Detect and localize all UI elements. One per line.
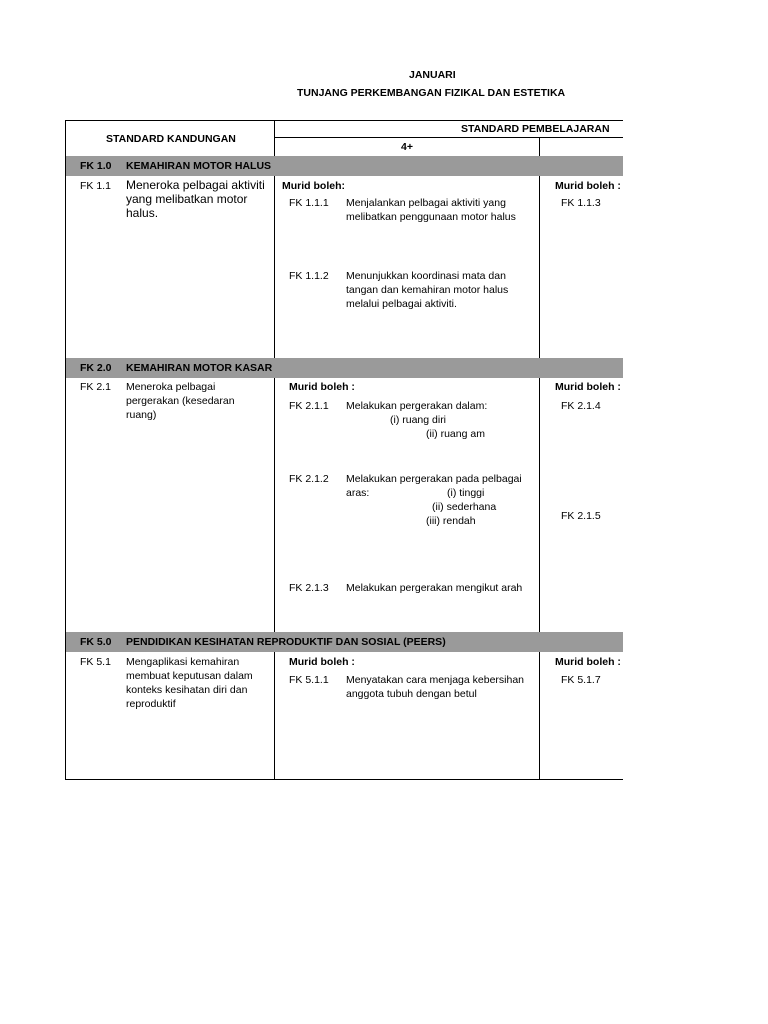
page-month-title: JANUARI <box>409 69 456 81</box>
right-code-fk517: FK 5.1.7 <box>561 674 601 686</box>
section-code-fk2: FK 2.0 <box>80 362 112 374</box>
murid-boleh-fk5: Murid boleh : <box>289 656 355 668</box>
item-code-fk213: FK 2.1.3 <box>289 582 329 594</box>
right-code-fk214: FK 2.1.4 <box>561 400 601 412</box>
item-text-fk111: Menjalankan pelbagai aktiviti yang melibatkan penggunaan motor halus <box>346 197 516 223</box>
murid-boleh-fk1: Murid boleh: <box>282 180 345 192</box>
item-code-fk112: FK 1.1.2 <box>289 270 329 282</box>
right-code-fk113: FK 1.1.3 <box>561 197 601 209</box>
age-header: 4+ <box>401 141 413 153</box>
section-title-fk2: KEMAHIRAN MOTOR KASAR <box>126 362 273 374</box>
item-code-fk511: FK 5.1.1 <box>289 674 329 686</box>
section-title-fk1: KEMAHIRAN MOTOR HALUS <box>126 160 272 172</box>
item-sub-rendah: (iii) rendah <box>426 515 476 527</box>
item-text2-fk212: aras: <box>346 487 370 499</box>
murid-boleh-right-fk5: Murid boleh : <box>555 656 621 668</box>
table-col-divider-1d <box>274 652 275 780</box>
murid-boleh-fk2: Murid boleh : <box>289 381 355 393</box>
standard-kandungan-header: STANDARD KANDUNGAN <box>106 133 236 145</box>
item-sub-ruang-am: (ii) ruang am <box>426 428 485 440</box>
sk-code-fk5: FK 5.1 <box>80 656 111 668</box>
table-col-divider-1 <box>274 120 275 156</box>
table-col-divider-1b <box>274 176 275 358</box>
item-code-fk111: FK 1.1.1 <box>289 197 329 209</box>
section-code-fk1: FK 1.0 <box>80 160 112 172</box>
table-col-divider-1c <box>274 378 275 632</box>
sk-text-fk2: Meneroka pelbagai pergerakan (kesedaran ruang) <box>126 381 235 421</box>
table-col-divider-2c <box>539 378 540 632</box>
page-tunjang-title: TUNJANG PERKEMBANGAN FIZIKAL DAN ESTETIKA <box>297 87 566 99</box>
table-col-divider-2b <box>539 176 540 358</box>
item-sub-tinggi: (i) tinggi <box>447 487 485 499</box>
table-left-border <box>65 120 66 780</box>
table-header-divider <box>274 137 623 138</box>
sk-text-fk5: Mengaplikasi kemahiran membuat keputusan dalam konteks kesihatan diri dan reproduktif <box>126 656 253 710</box>
table-col-divider-2 <box>539 137 540 156</box>
item-code-fk212: FK 2.1.2 <box>289 473 329 485</box>
item-text-fk211: Melakukan pergerakan dalam: <box>346 400 488 412</box>
murid-boleh-right-fk2: Murid boleh : <box>555 381 621 393</box>
item-text-fk511: Menyatakan cara menjaga kebersihan anggota tubuh dengan betul <box>346 674 525 700</box>
sk-text-fk1: Meneroka pelbagai aktiviti yang melibatkan motor halus. <box>126 178 265 220</box>
item-sub-sederhana: (ii) sederhana <box>432 501 497 513</box>
item-code-fk211: FK 2.1.1 <box>289 400 329 412</box>
table-top-border <box>65 120 623 121</box>
item-text-fk212: Melakukan pergerakan pada pelbagai <box>346 473 522 485</box>
section-title-fk5: PENDIDIKAN KESIHATAN REPRODUKTIF DAN SOSIAL (PEERS) <box>126 636 446 648</box>
section-code-fk5: FK 5.0 <box>80 636 112 648</box>
item-sub-ruang-diri: (i) ruang diri <box>390 414 447 426</box>
sk-code-fk1: FK 1.1 <box>80 180 111 192</box>
table-col-divider-2d <box>539 652 540 780</box>
murid-boleh-right-fk1: Murid boleh : <box>555 180 621 192</box>
item-text-fk213: Melakukan pergerakan mengikut arah <box>346 582 523 594</box>
item-text-fk112: Menunjukkan koordinasi mata dan tangan dan kemahiran motor halus melalui pelbagai aktiviti. <box>346 270 509 310</box>
sk-code-fk2: FK 2.1 <box>80 381 111 393</box>
right-code-fk215: FK 2.1.5 <box>561 510 601 522</box>
standard-pembelajaran-header: STANDARD PEMBELAJARAN <box>461 123 610 135</box>
